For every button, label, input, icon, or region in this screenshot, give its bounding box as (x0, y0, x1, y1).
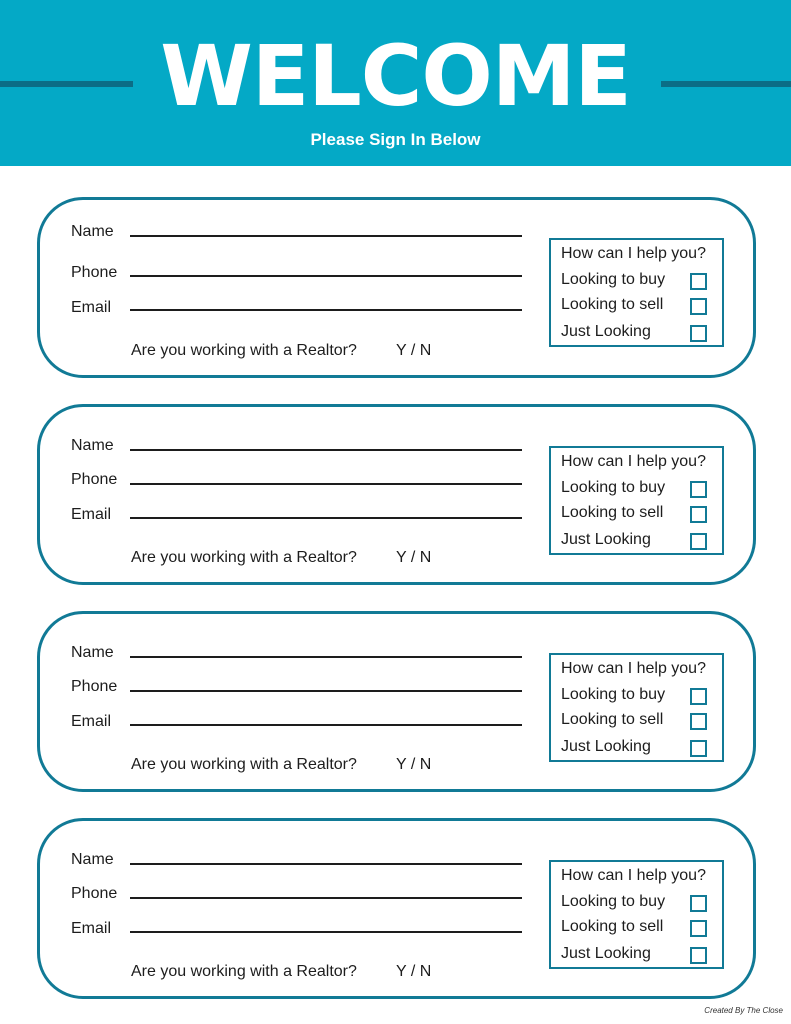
name-label: Name (71, 644, 114, 661)
option-buy-label: Looking to buy (561, 893, 666, 910)
name-label: Name (71, 223, 114, 240)
option-buy-checkbox[interactable] (690, 688, 707, 705)
option-sell-label: Looking to sell (561, 504, 664, 521)
phone-label: Phone (71, 471, 118, 488)
page-title: WELCOME (160, 27, 631, 125)
phone-line[interactable] (130, 897, 522, 899)
option-looking-checkbox[interactable] (690, 533, 707, 550)
name-line[interactable] (130, 449, 522, 451)
email-label: Email (71, 299, 112, 316)
page-subtitle: Please Sign In Below (310, 130, 481, 149)
name-line[interactable] (130, 235, 522, 237)
realtor-question: Are you working with a Realtor? (131, 756, 357, 773)
realtor-yes-no[interactable]: Y / N (396, 756, 432, 773)
option-buy-checkbox[interactable] (690, 273, 707, 290)
option-buy-checkbox[interactable] (690, 481, 707, 498)
phone-label: Phone (71, 678, 118, 695)
option-buy-label: Looking to buy (561, 479, 666, 496)
help-box (549, 860, 724, 969)
phone-label: Phone (71, 885, 118, 902)
email-label: Email (71, 920, 112, 937)
option-looking-checkbox[interactable] (690, 947, 707, 964)
option-sell-checkbox[interactable] (690, 298, 707, 315)
option-buy-checkbox[interactable] (690, 895, 707, 912)
option-looking-label: Just Looking (561, 945, 651, 962)
name-label: Name (71, 437, 114, 454)
email-line[interactable] (130, 309, 522, 311)
help-box (549, 653, 724, 762)
option-looking-checkbox[interactable] (690, 740, 707, 757)
email-label: Email (71, 713, 112, 730)
sign-in-card (37, 197, 756, 378)
email-line[interactable] (130, 724, 522, 726)
help-box (549, 238, 724, 347)
sign-in-card (37, 818, 756, 999)
email-label: Email (71, 506, 112, 523)
name-line[interactable] (130, 656, 522, 658)
option-buy-label: Looking to buy (561, 271, 666, 288)
name-line[interactable] (130, 863, 522, 865)
phone-label: Phone (71, 264, 118, 281)
option-sell-checkbox[interactable] (690, 920, 707, 937)
sign-in-card (37, 611, 756, 792)
help-title: How can I help you? (561, 245, 706, 262)
option-sell-label: Looking to sell (561, 296, 664, 313)
option-sell-checkbox[interactable] (690, 506, 707, 523)
email-line[interactable] (130, 517, 522, 519)
option-looking-label: Just Looking (561, 323, 651, 340)
help-title: How can I help you? (561, 660, 706, 677)
sign-in-card (37, 404, 756, 585)
option-sell-label: Looking to sell (561, 711, 664, 728)
realtor-yes-no[interactable]: Y / N (396, 549, 432, 566)
header-banner (0, 0, 791, 166)
option-sell-checkbox[interactable] (690, 713, 707, 730)
realtor-question: Are you working with a Realtor? (131, 963, 357, 980)
option-buy-label: Looking to buy (561, 686, 666, 703)
realtor-yes-no[interactable]: Y / N (396, 963, 432, 980)
realtor-yes-no[interactable]: Y / N (396, 342, 432, 359)
option-looking-checkbox[interactable] (690, 325, 707, 342)
phone-line[interactable] (130, 690, 522, 692)
realtor-question: Are you working with a Realtor? (131, 549, 357, 566)
phone-line[interactable] (130, 483, 522, 485)
help-box (549, 446, 724, 555)
realtor-question: Are you working with a Realtor? (131, 342, 357, 359)
footer-credit: Created By The Close (704, 1006, 783, 1015)
email-line[interactable] (130, 931, 522, 933)
help-title: How can I help you? (561, 453, 706, 470)
option-looking-label: Just Looking (561, 531, 651, 548)
help-title: How can I help you? (561, 867, 706, 884)
option-looking-label: Just Looking (561, 738, 651, 755)
name-label: Name (71, 851, 114, 868)
option-sell-label: Looking to sell (561, 918, 664, 935)
phone-line[interactable] (130, 275, 522, 277)
